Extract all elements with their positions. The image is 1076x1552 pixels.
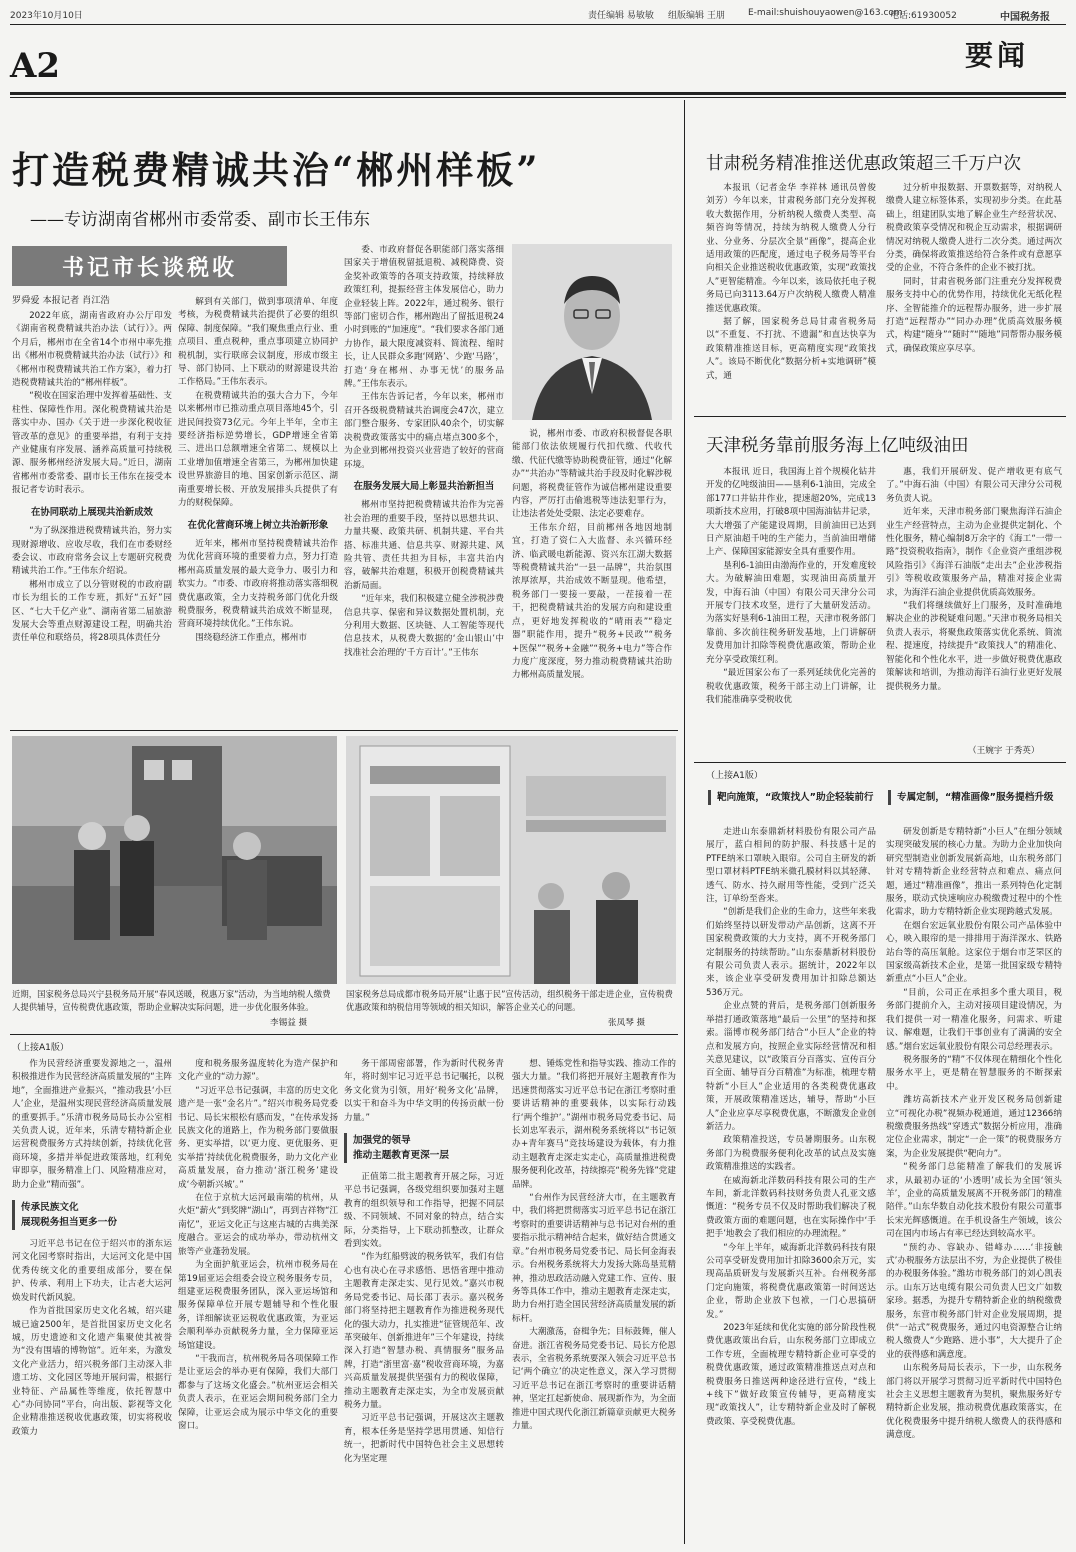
bottom-column-3: [344, 1058, 504, 1544]
contact-email: E-mail:shuishouyaowen@163.com: [748, 8, 903, 18]
bottom-column-1: [12, 1058, 172, 1544]
paragraph: “最近国家公布了一系列延续优化完善的税收优惠政策，税务干部主动上门讲解，让我们能准确享受税收优: [706, 668, 876, 705]
subhead-line-1: 传承民族文化: [21, 1202, 79, 1214]
layout-credit: 组版编辑 王朋: [668, 11, 725, 21]
photo-top-rule: [10, 730, 678, 731]
paragraph: 作为首批国家历史文化名城，绍兴建城已逾2500年，是首批国家历史文化名城，历史遗迹和文化遗产集聚使其被誉为“没有围墙的博物馆”。近年来，为激发文化产业活力，绍兴税务部门主动深入非遗工坊、文化园区等地开展问需，根据行业特征、产品属性等维度，依托智慧中心“办问协同”平台，向出版、影视等文化企业精准推送税收优惠政策，切实将税收政策力: [12, 1306, 172, 1437]
section-subhead: 在优化营商环境上树立共治新形象: [187, 519, 329, 531]
continued-from-note: （上接A1版）: [12, 1043, 69, 1053]
photo-2-credit: 张凤琴 摄: [608, 1018, 646, 1028]
paragraph: 垦利6-1油田由渤海作业的，开发难度较大。为破解油田难题，实现油田高质量开发，中海石油（中国）有限公司天津分公司开展专门技术攻坚，进行了大量研发活动。为落实好垦利6-1油田工程，天津市税务部门靠前、多次前往税务研发基地，上门讲解研发费用加计扣除等税费优惠政策，帮助企业充分享受政策红利。: [706, 560, 876, 665]
paragraph: 近年来，天津市税务部门聚焦海洋石油企业生产经营特点，主动为企业提供定制化、个性化服务，精心编制8万余字的《海工“一带一路”投资税收指南》，制作《企业资产重组涉税风险指引》《海洋石油版“走出去”企业涉税指引》等税收政策服务产品，精准对接企业需求，为海洋石油企业提供优质高效服务。: [886, 507, 1062, 598]
section-subhead: 在协同联动上展现共治新成效: [31, 506, 153, 518]
paragraph: 研发创新是专精特新“小巨人”在细分领域实现突破发展的核心力量。为助力企业加快向研究型制造业创新发展新高地，山东税务部门针对专精特新企业经营特点和难点、痛点问题，通过“精准画像”，推出一系列特色化定制服务，联动式快速响应办税缴费过程中的个性化需求，助力专精特新企业实现跨越式发展。: [886, 827, 1062, 918]
subhead-line-2: 推动主题教育更深一层: [353, 1150, 449, 1162]
paragraph: 政策精准投送，专员暑期服务。山东税务部门为税费服务便利化改革的试点及实施政策精准推送的实践者。: [706, 1135, 876, 1173]
main-column-2: [178, 296, 338, 726]
paragraph: 习近平总书记强调，开展这次主题教育，根本任务是坚持学思用贯通、知信行统一，把新时代中国特色社会主义思想转化为坚定理: [344, 1413, 504, 1464]
paragraph: “目前，公司正在承担多个重大项目，税务部门提前介入，主动对接项目建设情况，为我们提供一对一精准化服务，问需求、听建议、解难题，让我们干事创业有了满满的安全感。”烟台宏远氧业股份有限公司总经理表示。: [886, 987, 1062, 1052]
paragraph: 围绕稳经济工作重点，郴州市: [195, 632, 307, 643]
main-column-1: [12, 310, 172, 725]
paragraph: “干我而言，杭州税务局各项保障工作是让亚运会的举办更有保障，我们大部门都参与了这场文化盛会。”杭州亚运会相关负责人表示，在亚运会期间税务部门全力保障，让亚运会成为展示中华文化的重要窗口。: [178, 1353, 338, 1431]
contact-phone: 电话:61930052: [890, 11, 957, 21]
paragraph: “台州作为民营经济大市，在主题教育中，我们将把贯彻落实习近平总书记在浙江考察时的重要讲话精神与总书记对台州的重要指示批示精神结合起来，做好结合贯通文章。”台州市税务局党委书记、局长何金海表示。台州税务系统将大力发扬大陈岛垦荒精神，推动思政活动融入党建工作、宣传、服务等具体工作中，推动主题教育走深走实，助力台州打造全国民营经济高质量发展的新标杆。: [512, 1193, 676, 1324]
paragraph: “近年来，我们积极建立健全涉税涉费信息共享、保密和异议数据处置机制，充分利用大数据、区块链、人工智能等现代信息技术，从税费大数据的‘金山银山’中找准社会治理的‘千方百计’。”王伟东: [344, 594, 504, 658]
paragraph: 同时，甘肃省税务部门注重充分发挥税费服务支持中心的优势作用，持续优化无纸化程序、全智能推介的远程帮办服务，进一步扩展打造“远程帮办”“同办办理”优质高效服务模式，构建“随身”“随时”“随地”同帮帮办服务模式，确保政策应享尽享。: [886, 276, 1062, 354]
paragraph: 本报讯 近日，我国海上首个规模化钻井开发的亿吨级油田——垦利6-1油田，完成全部177口井钻井作业，提速超20%，完成13项新技术应用，打破8项中国海油钻井记录，大大增强了产能建设周期，目前油田已达到日产原油超千吨的生产能力，当前油田增储上产、保障国家能源安全具有重要作用。: [706, 467, 876, 558]
paragraph: 度和税务服务温度转化为造产保护和文化产业的“动力源”。: [178, 1059, 338, 1083]
paragraph: 企业点赞的背后，是税务部门创新服务举措打通政策落地“最后一公里”的坚持和探索。淄博市税务部门结合“小巨人”企业的特点和发展方向，按照企业实际经营情况和相关意见建议，以“政策百分百落实、宣传百分百全面、辅导百分百精准”为标准，梳理专精特新“小巨人”企业适用的各类税费优惠政策，开展政策精准送达，辅导，帮助“小巨人”企业应享尽享税费优惠，不断激发企业创新活力。: [706, 1001, 876, 1132]
lower-column-2: [886, 826, 1062, 1544]
bottom-column-2: [178, 1058, 338, 1544]
page-number: A2: [10, 46, 61, 86]
page-header: [10, 6, 1066, 22]
paragraph: 税务服务的“精”不仅体现在精细化个性化服务水平上，更是精在智慧服务的不断探索中。: [886, 1054, 1062, 1092]
subhead-line-1: 加强党的领导: [353, 1135, 411, 1147]
news-photo-2: [346, 736, 676, 984]
paragraph: 惠，我们开展研发、促产增收更有底气了。”中海石油（中国）有限公司天津分公司税务负责人说。: [886, 467, 1062, 504]
photo-2-caption: 国家税务总局成都市税务局开展“让惠于民”宣传活动，组织税务干部走进企业，宣传税费优惠政策和纳税信用等领域的相关知识，解答企业关心的问题。: [346, 989, 673, 1012]
paragraph: 在威海新北洋数码科技有限公司的生产车间，新北洋数码科技财务负责人孔亚文感慨道：“税务专员不仅及时帮助我们解决了税费政策方面的难题问题，也在实际操作中‘手把手’地教会了我们相应的办理流程。”: [706, 1175, 876, 1240]
office-scene: [346, 736, 676, 984]
byline: 罗舜爱 本报记者 肖江浩: [12, 295, 110, 306]
masthead-rule: [10, 92, 1066, 95]
story-2-headline: 天津税务靠前服务海上亿吨级油田: [706, 436, 969, 456]
paragraph: “税务部门总能精准了解我们的发展诉求，从最初办证的‘小透明’成长为全国‘领头羊’，企业的高质量发展离不开税务部门的精准陪伴。”山东华数自动化技术股份有限公司董事长宋光辉感慨道。在手机设备生产领域，该公司在国内市场占有率已经达到较高水平。: [886, 1162, 1062, 1240]
story-divider-2: [694, 762, 1066, 763]
paragraph: 在税费精诚共治的强大合力下，今年以来郴州市已推动重点项目落地45个，引进民间投资73亿元。今年上半年，全市主要经济指标逆势增长，GDP增速全省第三、进出口总额增速全省第二、规模以上工业增加值增速全省第三，为郴州加快建设世界旅游目的地、国家创新示范区、湖南重要增长极、开放发展排头兵提供了有力的财税保障。: [178, 390, 338, 509]
subhead-box-party: [344, 1133, 504, 1163]
story-2-credit: （王婉宇 于秀英）: [968, 746, 1040, 756]
photo-1-caption: 近期，国家税务总局兴宁县税务局开展“春风送暖，税惠万家”活动，为当地纳税人缴费人提供辅导，宣传税费优惠政策，帮助企业解决实际问题，进一步优化服务体验。: [12, 989, 331, 1012]
paragraph: 作为民营经济重要发源地之一，温州积极推进作为民营经济高质量发展的“主阵地”，全面推进产业振兴，“推动我县‘小巨人’企业，是温州实现民营经济高质量发展的重要抓手。”乐清市税务局局长办公室相关负责人说，近年来，乐清专精特新企业运营税费服务方式持续创新，持续优化营商环境，多措并举促进政策落地，红利免审即享，服务精准上门、风险精准应对，助力企业“精而强”。: [12, 1059, 172, 1190]
paragraph: “作为红船劈波的税务铁军，我们有信心也有决心在寻求感悟、思悟省理中推动主题教育走深走实、见行见效。”嘉兴市税务局党委书记、局长邵丁表示。嘉兴税务部门将坚持把主题教育作为推进税务现代化的强大动力，扎实推进“征管规范年、改革突破年、创新推进年”三个年建设，持续深入打造“智慧办税、真情服务”服务品牌，打造“浙里富·嘉”税收营商环境，为嘉兴高质量发展提供坚强有力的税收保障，推动主题教育走深走实，为全市发展贡献税务力量。: [344, 1252, 504, 1410]
factory-scene: [12, 736, 337, 984]
paragraph: 2022年底，湖南省政府办公厅印发《湖南省税费精诚共治办法（试行）》。两个月后，郴州市在全省14个市州中率先推出《郴州市税费精诚共治办法（试行）》和《郴州市税费精诚共治工作方案》，着力打造税费精诚共治的“郴州样板”。: [12, 311, 172, 389]
subhead-policy: 靶向施策，“政策找人”助企轻装前行: [708, 790, 877, 805]
issue-date: 2023年10月10日: [10, 11, 83, 21]
main-column-3: [344, 244, 504, 726]
story-divider: [694, 416, 1066, 417]
portrait-illustration: [512, 244, 672, 420]
paragraph: 走进山东泰鼎新材料股份有限公司产品展厅，蓝白相间的防护服、科技感十足的PTFE纳米口罩映入眼帘。公司自主研发的新型口罩材料PTFE纳米微孔膜材料以其轻薄、透气、防水、持久耐用等性能，受到广泛关注，订单纷至沓来。: [706, 827, 876, 905]
paragraph: 务干部周密部署，作为新时代税务青年，将时刻牢记习近平总书记嘱托，以税务文化赏为引领，用好‘税务文化’品牌，以实干和奋斗为中华文明的传扬贡献一份力量。”: [344, 1059, 504, 1123]
main-column-4: [512, 428, 672, 726]
story-1-headline: 甘肃税务精准推送优惠政策超三千万户次: [706, 154, 1021, 174]
paragraph: 潍坊高新技术产业开发区税务局创新建立“可视化办税”视频办税通道，通过12366纳税缴费服务热线“穿透式”数据分析应用，准确定位企业需求，制定“一企一策”的税费服务方案，为企业发展提供“靶向力”。: [886, 1095, 1062, 1159]
editor-credit: 责任编辑 易敏敏: [588, 11, 654, 21]
news-photo-1: [12, 736, 337, 984]
continued-from-note-right: （上接A1版）: [706, 771, 763, 781]
masthead-rule-thin: [10, 97, 1066, 98]
paragraph: 本报讯（记者金华 李祥林 通讯员曾俊 刘芳）今年以来，甘肃税务部门充分发挥税收大数据作用，分析纳税人缴费人类型、高频咨询等情况，持续为纳税人缴费人分行业、分业务、分层次全景“画像”，提高企业适用政策的匹配度，通过电子税务局等平台向相关企业推送税收优惠政策，实现“政策找人”更智能精准。今年以来，该局依托电子税务局已向3113.64万户次纳税人缴费人精准推送优惠政策。: [706, 183, 876, 314]
paragraph: 山东税务局局长表示，下一步，山东税务部门将以开展学习贯彻习近平新时代中国特色社会主义思想主题教育为契机，聚焦服务好专精特新企业发展，推动税费优惠政策落实，在优化税费服务中提升纳税人缴费人的获得感和满意度。: [886, 1363, 1062, 1441]
paragraph: 据了解，国家税务总局甘肃省税务局以“不重复、不打扰、不遗漏”和直达快享为政策精准推送目标，更高精度实现“政策找人”。该局不断优化“数据分析+实地调研”模式，通: [706, 317, 876, 381]
paragraph: 近年来，郴州市坚持税费精诚共治作为优化营商环境的重要着力点，努力打造郴州高质量发展的最大竞争力、吸引力和软实力。“市委、市政府将推动落实落细税费优惠政策，全力支持税务部门优化升级税费服务，税费精诚共治成效不断显现，营商环境持续优化。”王伟东说。: [178, 538, 338, 630]
story-1-column-2: [886, 182, 1062, 412]
column-divider: [684, 100, 685, 1544]
bottom-column-4: [512, 1058, 676, 1544]
paragraph: 郴州市坚持把税费精诚共治作为完善社会治理的重要手段，坚持以思想共识、力量共聚、政策共研、机制共建、平台共搭、标准共通、信息共享、财源共建、风险共管、责任共担为目标，丰富共治内容，破解共治难题，积极开创税费精诚共治新局面。: [344, 500, 504, 591]
paragraph: 王伟东介绍，目前郴州各地因地制宜，打造了资仁入大监督、永兴循环经济、临武暖电新能源、资兴东江湖大数据等税费精诚共治“一县一品牌”，共治氛围浓厚浓厚，共治成效不断显现。他希望，税务部门一要接一要敲，一茬接着一茬干，把税费精诚共治的发展方向和建设重点，更好地发挥税收的“晴雨表”“稳定器”职能作用，提升“税务+民政”“税务+医保”“税务+金融”“税务+电力”等合作力度广度深度，努力推动税费精诚共治助力郴州高质量发展。: [512, 522, 672, 681]
paragraph: “为了纵深推进税费精诚共治，努力实现财源增收、应收尽收，我们在市委财经委会议、市政府常务会议上专题研究税费精诚共治工作。”王伟东介绍说。: [12, 526, 172, 577]
paragraph: 说，郴州市委、市政府积极督促各职能部门依法依规履行代扣代缴、代收代缴、代征代缴等协助税费征管，通过“化解办”“共治办”等精诚共治手段及时化解涉税问题，将税费征管作为诚信郴州建设重要内容，严厉打击偷逃税等违法犯罪行为，让违法者处处受限、法定必要难存。: [512, 429, 672, 520]
paragraph: “我们将继续做好上门服务，及时准确地解决企业的涉税疑难问题。”天津市税务局相关负责人表示，将聚焦政策落实优化系统、简流程、提速度，持续提升“政策找人”的精准化、智能化和个性化水平，进一步做好税费优惠政策解读和培训，为推动海洋石油行业更好发展提供税务力量。: [886, 601, 1062, 692]
paragraph: 为全面护航亚运会，杭州市税务局在第19届亚运会组委会设立税务服务专员，组建亚运税费服务团队，深入亚运场馆和服务保障单位开展专题辅导和个性化服务，详细解读亚运税收优惠政策，为亚运会顺利举办贡献税务力量，全力保障亚运场馆建设。: [178, 1260, 338, 1351]
paragraph: 过分析申报数据、开票数据等，对纳税人缴费人建立标签体系，实现初步分类。在此基础上，组建团队实地了解企业生产经营状况、税费政策享受情况和税企互动需求，根据调研情况对纳税人缴费人进行二次分类。通过两次分类，确保将政策推送给符合条件或有意愿享受的企业，不符合条件的企业不被打扰。: [886, 183, 1062, 274]
newspaper-name: 中国税务报: [1000, 12, 1050, 23]
section-subhead: 在服务发展大局上彰显共治新担当: [353, 480, 495, 492]
subhead-box-culture: [12, 1200, 172, 1230]
paragraph: “今年上半年，威海新北洋数码科技有限公司享受研发费用加计扣除3600余万元，实现高品质研发与发展新兴互补。台州税务部门定向施策，将税费优惠政策第一时间送达企业，帮助企业放下包袱，一门心思搞研发。”: [706, 1242, 876, 1320]
paragraph: “创新是我们企业的生命力，这些年来我们始终坚持以研发带动产品创新，这离不开国家税费政策的大力支持，离不开税务部门定制服务的持续帮助。”山东泰鼎新材料股份有限公司负责人表示。据统计，2022年以来，该企业享受研发费用加计扣除总额达536万元。: [706, 907, 876, 998]
story-1-column-1: [706, 182, 876, 412]
paragraph: 王伟东告诉记者，今年以来，郴州市召开各级税费精诚共治调度会47次，建立部门整合服务、专家团队40余个，切实解决税费政策落实中的痛点堵点300多个，为企业到郴州投资兴业营造了较好的营商环境。: [344, 392, 504, 470]
subhead-line-2: 展现税务担当更多一份: [21, 1217, 117, 1229]
bottom-section-rule: [10, 1034, 678, 1035]
paragraph: 在烟台宏远氧业股份有限公司产品体验中心，映入眼帘的是一排排用于海洋深水、铁路站台等的高压氧舱。这家位于烟台市芝罘区的国家级高新技术企业，是第一批国家级专精特新重点“小巨人”企业。: [886, 920, 1062, 985]
lower-column-1: [706, 826, 876, 1544]
paragraph: 习近平总书记在位于绍兴市的浙东运河文化园考察时指出，大运河文化是中国优秀传统文化的重要组成部分，要在保护、传承、利用上下功夫，让古老大运河焕发时代新风貌。: [12, 1239, 172, 1303]
story-2-column-2: [886, 466, 1062, 746]
portrait-photo: [512, 244, 672, 420]
paragraph: 郴州市成立了以分管财税的市政府副市长为组长的工作专班，抓好“五好”园区、“七大千亿产业”、湖南省第二届旅游发展大会等重点财源建设工程，明确共治责任单位和联络员，将28项具体责任分: [12, 579, 172, 644]
paragraph: “税收在国家治理中发挥着基础性、支柱性、保障性作用。深化税费精诚共治是落实中办、国办《关于进一步深化税收征管改革的意见》的重要举措，有利于支持产业健康有序发展、涵养高质量可持续税源、服务郴州经济发展大局。”近日，湖南省郴州市委常委、副市长王伟东在接受本报记者专访时表示。: [12, 391, 172, 496]
section-title: 要闻: [965, 39, 1030, 72]
paragraph: “习近平总书记强调，丰富的历史文化遗产是一张“金名片”。”绍兴市税务局党委书记、局长宋根松有感而发，“在传承发扬民族文化的道路上，作为税务部门要做服务、更实举措，以‘更力度、更优服务、更实举措’持续优化税费服务，助力文化产业高质量发展，奋力推动‘浙江税务’建设成‘今朝新兴城’。”: [178, 1085, 338, 1190]
paragraph: 2023年延续和优化实施的部分阶段性税费优惠政策出台后，山东税务部门立即成立工作专班，全面梳理专精特新企业可享受的税费优惠政策，通过政策精准推送点对点和税费服务日推送两种途径进行宣传，“线上+线下”做好政策宣传辅导，更高精度实现“政策找人”，让专精特新企业及时了解税费政策、享受税费优惠。: [706, 1323, 876, 1427]
paragraph: 在位于京杭大运河最南端的杭州，从火炬“薪火”到奖牌“湖山”，再到吉祥物“江南忆”，亚运文化正与这座古城的古典美深度融合。亚运会的成功举办，带动杭州文旅等产业蓬勃发展。: [178, 1193, 338, 1257]
header-rule: [10, 24, 1066, 25]
paragraph: 想、锤炼党性和指导实践、推动工作的强大力量。“我们将把开展好主题教育作为迅速贯彻落实习近平总书记在浙江考察时重要讲话精神的重要载体，以实际行动践行‘两个维护’。”湖州市税务局党委书记、局长刘忠军表示，湖州税务系统将以“书记领办+青年赛马”竞技场建设为载体，有力推动主题教育走深走实走心，高质量推进税费服务便利化改革，持续擦亮“税务先锋”党建品牌。: [512, 1059, 676, 1190]
main-headline: 打造税费精诚共治“郴州样板”: [12, 148, 541, 192]
paragraph: 委、市政府督促各职能部门落实落细国家关于增值税留抵退税、减税降费、资金奖补政策等的各项支持政策，持续释放政策红利，提振经营主体发展信心，助力企业轻装上阵。2022年，通过税务、银行等部门密切合作，郴州跑出了留抵退税24小时到账的“加速度”。“我们要求各部门通力协作，最大限度减资料、简流程、缩时长，让人民群众多跑‘网路’、少跑‘马路’，打造‘身在郴州、办事无忧’的服务品牌。”王伟东表示。: [344, 245, 504, 390]
paragraph: 正值第二批主题教育开展之际，习近平总书记强调，各级党组织要加强对主题教育的组织领导和工作指导，把握不同层级、不同领域、不同对象的特点，结合实际，分类指导，上下联动抓整改，让群众看到实效。: [344, 1172, 504, 1250]
photo-1-credit: 李锡益 摄: [270, 1018, 308, 1028]
column-banner: 书记市长谈税收: [12, 246, 287, 286]
paragraph: “预约办、容缺办、错峰办……‘非接触式’办税服务方法层出不穷，为企业提供了极佳的办税服务体验。”潍坊市税务部门的刘心凯表示。山东万达电缆有限公司负责人巴文广如数家珍。据悉，为提升专精特新企业的纳税缴费服务，东营市税务部门针对企业发展周期，提供“一站式”税费服务，通过闪电资源整合让纳税人缴费人“少跑路、进小事”，大大提升了企业的获得感和满意度。: [886, 1242, 1062, 1360]
paragraph: 大潮激荡，奋楫争先；目标鼓舞，催人奋进。浙江省税务局党委书记、局长方伦恩表示，全省税务系统要深入领会习近平总书记‘两个确立’的决定性意义，深入学习贯彻习近平总书记在浙江考察时的重要讲话精神，坚定扛起新使命、展现新作为，为全面推进中国式现代化浙江新篇章贡献更大税务力量。: [512, 1327, 676, 1431]
main-subhead: ——专访湖南省郴州市委常委、副市长王伟东: [30, 210, 370, 230]
paragraph: 解到有关部门，做到事项清单、年度考核，为税费精诚共治提供了必要的组织保障、制度保障。“我们聚焦重点行业、重点项目、重点税种，重点事项建立协同护税机制，实行联席会议制度，形成市级主导、部门协同、上下联动的财源建设共治工作格局。”王伟东表示。: [178, 297, 338, 388]
subhead-portrait: 专属定制，“精准画像”服务提档升级: [888, 790, 1067, 805]
story-2-column-1: [706, 466, 876, 760]
